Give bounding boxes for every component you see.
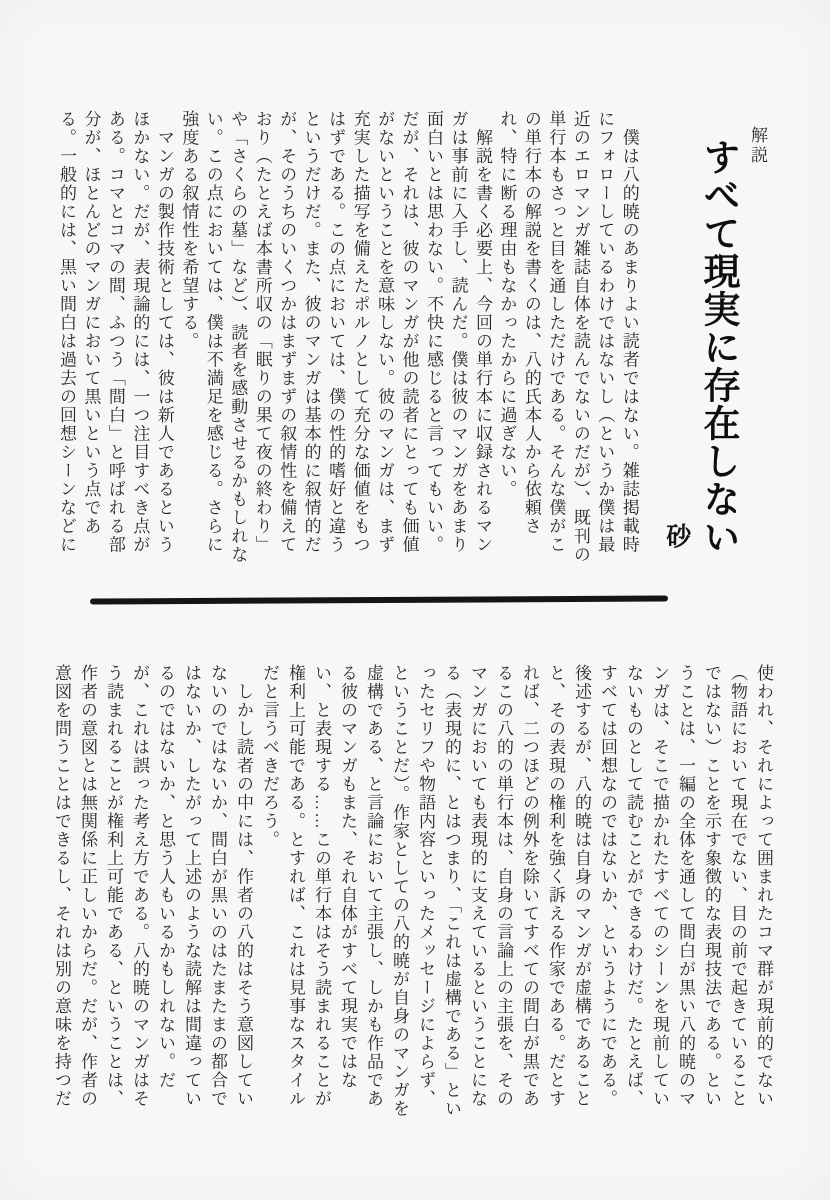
- paragraph: 僕は八的暁のあまりよい読者ではない。雑誌掲載時にフォローしているわけではないし（というか僕は最近のエロマンガ雑誌自体を読んでないのだが）、既刊の単行本もさっと目を通しただけである。そんな僕がこの単行本の解説を書くのは、八的氏本人から依頼され、特に断る理由もなかったからに過ぎない。: [497, 110, 639, 564]
- author-name: 砂: [662, 523, 691, 548]
- section-divider-rule: [90, 595, 668, 604]
- paragraph: マンガの製作技術としては、彼は新人であるというほかない。だが、表現論的には、一つ注目すべき点がある。コマとコマの間、ふつう「間白」と呼ばれる部分が、ほとんどのマンガにおいて黒いという点である。一般的には、黒い間白は過去の回想シーンなどに: [56, 110, 174, 554]
- bottom-body-text: [48, 664, 776, 1122]
- essay-title: すべて現実に存在しない: [698, 138, 739, 556]
- top-text-section: [54, 110, 771, 568]
- section-label: 解説: [748, 126, 767, 166]
- paragraph: 解説を書く必要上、今回の単行本に収録されるマンガは事前に入手し、読んだ。僕は彼のマンガをあまり面白いとは思わない。不快に感じると言ってもいい。だが、それは、彼のマンガが他の読者にとっても価値がないということを意味しない。彼のマンガは、まず充実した描写を備えたポルノとして充分な価値をもつはずである。この点においては、僕の性的嗜好と違うというだけだ。また、彼のマンガは基本的に叙情的だが、そのうちのいくつかはまずまずの叙情性を備えており（たとえば本書所収の「眠りの果て夜の終わり」や「さくらの墓」など）、読者を感動させるかもしれない。この点においては、僕は不満足を感じる。さらに強度ある叙情性を希望する。: [179, 110, 492, 564]
- headline: [659, 110, 770, 568]
- top-body-text: [54, 110, 641, 568]
- paragraph: しかし読者の中には、作者の八的はそう意図していないのではないか、間白が黒いのはたまたまの都合ではないか、したがって上述のような読解は間違っているのではないか、と思う人もいるかもしれない。だが、これは誤った考え方である。八的暁のマンガはそう読まれることが権利上可能である、ということは、作者の意図とは無関係に正しいからだ。だが、作者の意図を問うことはできるし、それは別の意味を持つだ: [52, 664, 253, 1108]
- paragraph: 使われ、それによって囲まれたコマ群が現前的でない（物語において現在でない、目の前で起きていることではない）ことを示す象徴的な表現技法である。ということは、一編の全体を通して間白が黒い八的暁のマンガは、そこで描かれたすべてのシーンを現前していないものとして読むことができるわけだ。たとえば、すべては回想なのではないか、というようにである。後述するが、八的暁は自身のマンガが虚構であることと、その表現の権利を強く訴える作家である。だとすれば、二つほどの例外を除いてすべての間白が黒であるこの八的の単行本は、自身の言論上の主張を、そのマンガにおいても表現的に支えているということになる（表現的に、とはつまり、「これは虚構である」といったセリフや物語内容といったメッセージによらず、ということだ）。作家としての八的暁が自身のマンガを虚構である、と言論において主張し、しかも作品である彼のマンガもまた、それ自体がすべて現実ではない、と表現する……この単行本はそう読まれることが権利上可能である。とすれば、これは見事なスタイルだと言うべきだろう。: [260, 664, 773, 1118]
